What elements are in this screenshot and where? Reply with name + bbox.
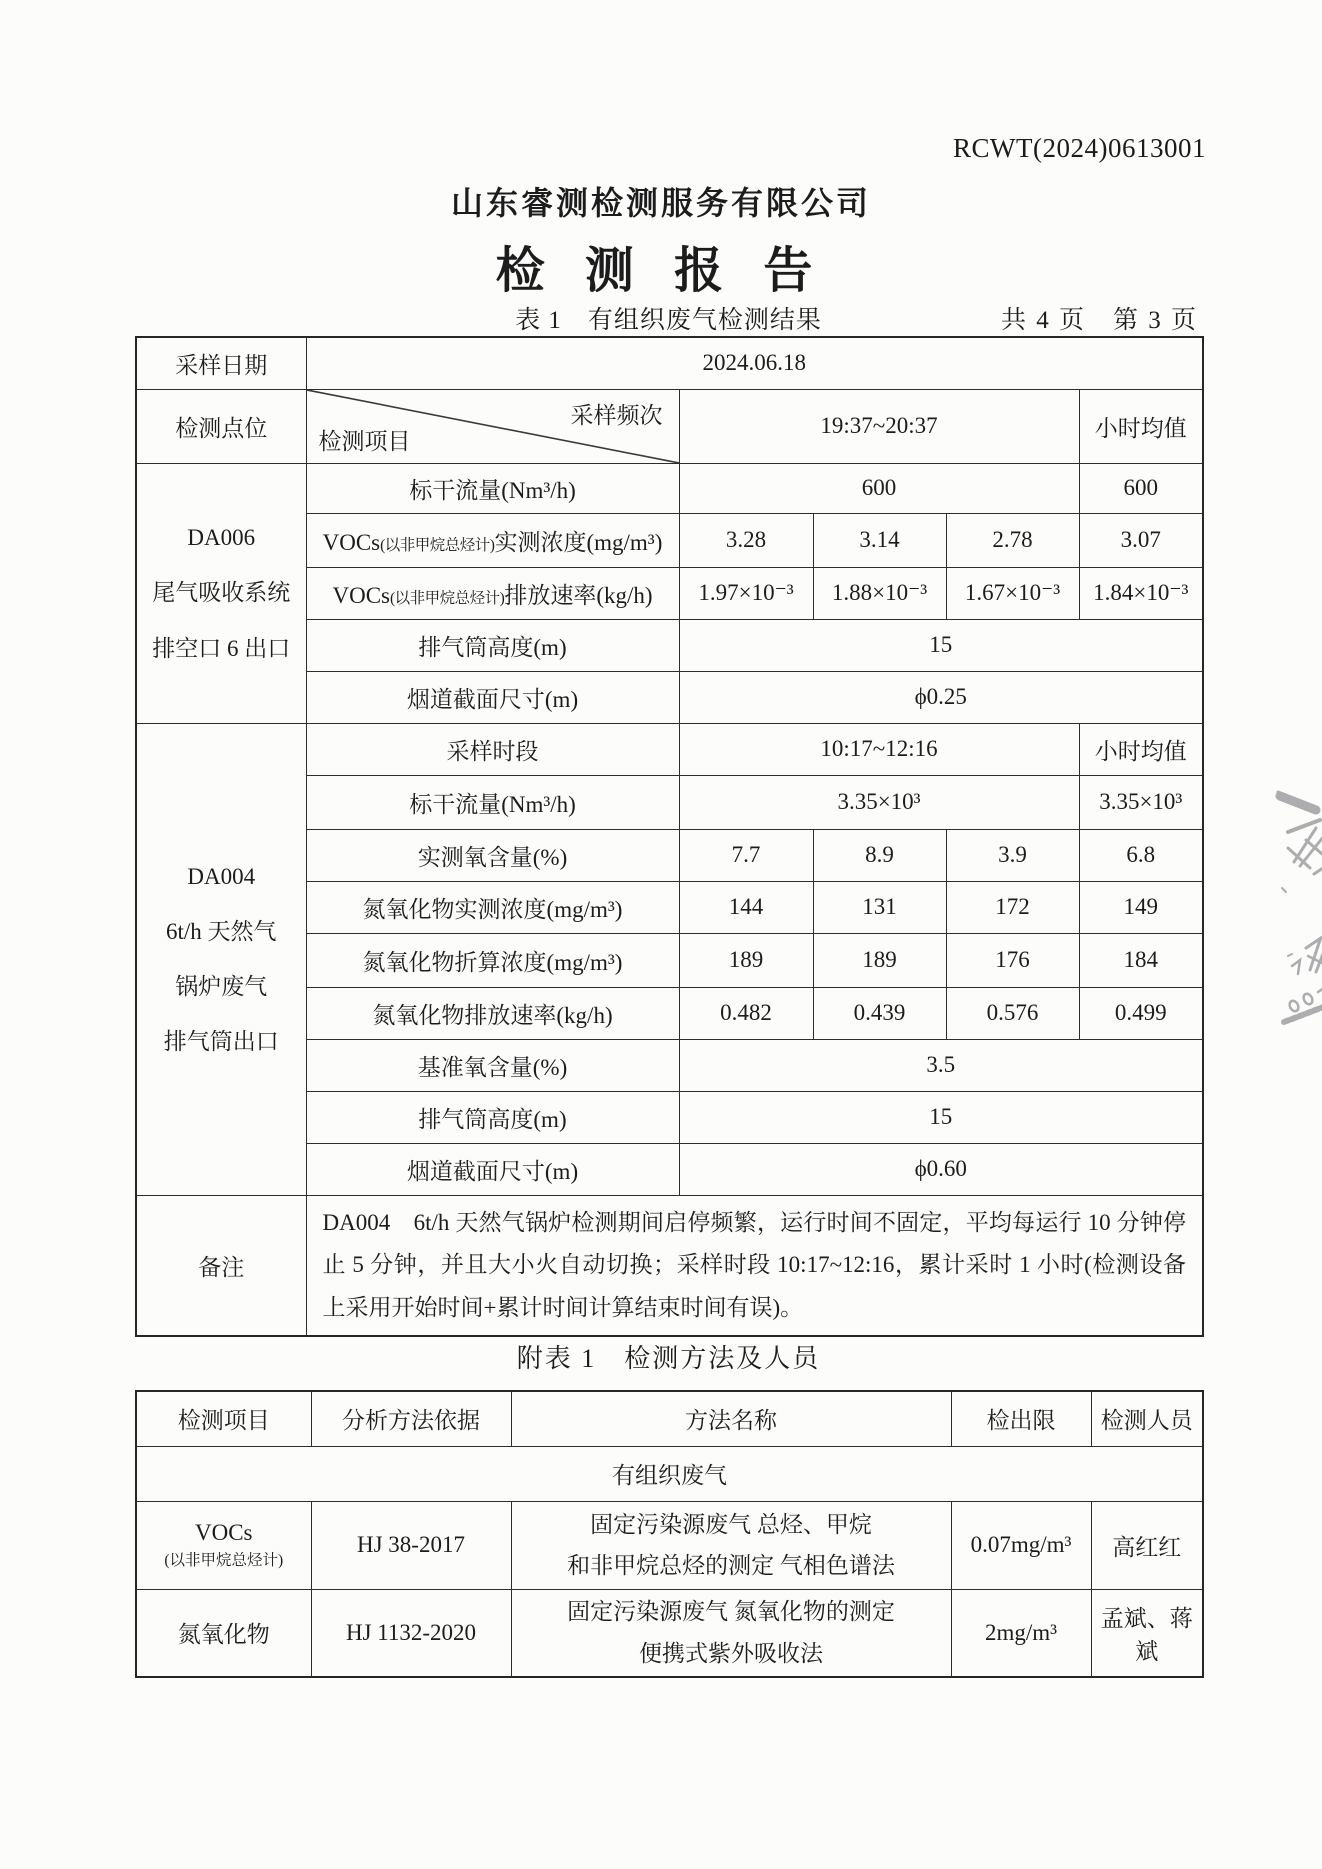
- da006-stack-height-value: 15: [679, 619, 1203, 671]
- o2-v1: 7.7: [679, 829, 813, 881]
- nox-basis: HJ 1132-2020: [311, 1589, 511, 1677]
- voc-item: [136, 1501, 311, 1589]
- da004-duct-value: ϕ0.60: [679, 1143, 1203, 1195]
- voc-conc-v2: 3.14: [813, 513, 946, 567]
- methods-header-row: [136, 1391, 1203, 1446]
- remark-label: 备注: [136, 1195, 306, 1336]
- point-da006-line2: 尾气吸收系统: [152, 580, 291, 606]
- header-person: 检测人员: [1091, 1391, 1203, 1446]
- row-method-nox: [136, 1589, 1203, 1677]
- point-da004-line4: 排气筒出口: [163, 1029, 279, 1055]
- da004-flow-value: 3.35×10³: [679, 775, 1079, 829]
- header-basis: 分析方法依据: [311, 1391, 511, 1446]
- row-da004-period: [136, 723, 1203, 775]
- nox-conv-label: 氮氧化物折算浓度(mg/m³): [306, 933, 679, 987]
- hourly-average-header-2: 小时均值: [1079, 723, 1203, 775]
- methods-table: [135, 1390, 1204, 1678]
- diagonal-header-cell: [306, 389, 679, 463]
- sampling-date-value: 2024.06.18: [306, 337, 1203, 389]
- da004-stack-height-value: 15: [679, 1091, 1203, 1143]
- nox-person: 孟斌、蒋斌: [1091, 1589, 1203, 1677]
- voc-rate-small: (以非甲烷总烃计): [389, 589, 505, 607]
- da006-duct-value: ϕ0.25: [679, 671, 1203, 723]
- row-remark: [136, 1195, 1203, 1336]
- sampling-date-label: 采样日期: [136, 337, 306, 389]
- nox-meas-label: 氮氧化物实测浓度(mg/m³): [306, 881, 679, 933]
- remark-text: DA004 6t/h 天然气锅炉检测期间启停频繁，运行时间不固定，平均每运行 10 分钟停止 5 分钟，并且大小火自动切换；采样时段 10:17~12:16，累计采时 1 小时(检测设备上采用开始时间+累计时间计算结束时间有误)。: [306, 1195, 1203, 1336]
- nox-limit: 2mg/m³: [951, 1589, 1091, 1677]
- voc-label-small: (以非甲烷总烃计): [380, 536, 495, 554]
- nox-conv-v1: 189: [679, 933, 813, 987]
- point-da006: [136, 463, 306, 723]
- point-da004-line2: 6t/h 天然气: [165, 918, 277, 944]
- voc-method-line1: 固定污染源废气 总烃、甲烷: [590, 1511, 872, 1537]
- company-name: 山东睿测检测服务有限公司: [450, 185, 871, 221]
- voc-rate-v3: 1.67×10⁻³: [946, 567, 1079, 619]
- voc-person: 高红红: [1091, 1501, 1203, 1589]
- page-count: 共 4 页 第 3 页: [1001, 300, 1198, 336]
- voc-label-prefix: VOCs: [322, 529, 381, 555]
- stamp-fragment-icon: [1258, 770, 1322, 1060]
- methods-table-title: 附表 1 检测方法及人员: [516, 1344, 821, 1373]
- da004-flow-label: 标干流量(Nm³/h): [306, 775, 679, 829]
- report-title: 检 测 报 告: [495, 243, 827, 298]
- da004-period-label: 采样时段: [306, 723, 679, 775]
- o2-label: 实测氧含量(%): [306, 829, 679, 881]
- voc-conc-v1: 3.28: [679, 513, 813, 567]
- voc-item-main: VOCs: [194, 1520, 253, 1545]
- voc-item-sub: (以非甲烷总烃计): [164, 1552, 284, 1569]
- nox-method: [511, 1589, 951, 1677]
- nox-conv-v3: 176: [946, 933, 1079, 987]
- point-da004-line3: 锅炉废气: [175, 974, 268, 999]
- voc-rate-label: [306, 567, 679, 619]
- voc-rate-suffix: 排放速率(kg/h): [504, 582, 653, 608]
- voc-method-line2: 和非甲烷总烃的测定 气相色谱法: [567, 1553, 895, 1578]
- diag-frequency-label: 采样频次: [570, 402, 663, 428]
- point-label: 检测点位: [136, 389, 306, 463]
- voc-limit: 0.07mg/m³: [951, 1501, 1091, 1589]
- header-limit: 检出限: [951, 1391, 1091, 1446]
- da006-flow-hourly: 600: [1079, 463, 1203, 513]
- hourly-average-header-1: 小时均值: [1079, 389, 1203, 463]
- point-da004: [136, 723, 306, 1195]
- da006-flow-value: 600: [679, 463, 1079, 513]
- emission-results-table: [135, 336, 1204, 1337]
- da004-flow-hourly: 3.35×10³: [1079, 775, 1203, 829]
- row-sampling-date: [136, 337, 1203, 389]
- nox-meas-v3: 172: [946, 881, 1079, 933]
- da004-duct-label: 烟道截面尺寸(m): [306, 1143, 679, 1195]
- nox-rate-label: 氮氧化物排放速率(kg/h): [306, 987, 679, 1039]
- voc-rate-prefix: VOCs: [332, 582, 390, 608]
- diag-item-label: 检测项目: [318, 428, 411, 454]
- voc-method: [511, 1501, 951, 1589]
- voc-rate-v2: 1.88×10⁻³: [813, 567, 946, 619]
- nox-conv-hourly: 184: [1079, 933, 1203, 987]
- da006-duct-label: 烟道截面尺寸(m): [306, 671, 679, 723]
- da004-period-value: 10:17~12:16: [679, 723, 1079, 775]
- voc-label-suffix: 实测浓度(mg/m³): [494, 529, 663, 555]
- ref-o2-label: 基准氧含量(%): [306, 1039, 679, 1091]
- row-method-voc: [136, 1501, 1203, 1589]
- nox-rate-hourly: 0.499: [1079, 987, 1203, 1039]
- ref-o2-value: 3.5: [679, 1039, 1203, 1091]
- o2-hourly: 6.8: [1079, 829, 1203, 881]
- nox-meas-hourly: 149: [1079, 881, 1203, 933]
- voc-basis: HJ 38-2017: [311, 1501, 511, 1589]
- o2-v2: 8.9: [813, 829, 946, 881]
- voc-rate-v1: 1.97×10⁻³: [679, 567, 813, 619]
- sampling-period-1: 19:37~20:37: [679, 389, 1079, 463]
- voc-rate-hourly: 1.84×10⁻³: [1079, 567, 1203, 619]
- point-da006-line3: 排空口 6 出口: [152, 635, 291, 661]
- table1-caption-row: [135, 300, 1202, 334]
- header-item: 检测项目: [136, 1391, 311, 1446]
- nox-rate-v1: 0.482: [679, 987, 813, 1039]
- da006-stack-height-label: 排气筒高度(m): [306, 619, 679, 671]
- nox-rate-v3: 0.576: [946, 987, 1079, 1039]
- row-table-header: [136, 389, 1203, 463]
- voc-conc-label: [306, 513, 679, 567]
- nox-meas-v2: 131: [813, 881, 946, 933]
- group-row: [136, 1446, 1203, 1501]
- da004-stack-height-label: 排气筒高度(m): [306, 1091, 679, 1143]
- voc-conc-v3: 2.78: [946, 513, 1079, 567]
- o2-v3: 3.9: [946, 829, 1079, 881]
- nox-method-line1: 固定污染源废气 氮氧化物的测定: [567, 1599, 895, 1625]
- table1-caption: 表 1 有组织废气检测结果: [515, 307, 822, 334]
- nox-meas-v1: 144: [679, 881, 813, 933]
- group-label: 有组织废气: [136, 1446, 1203, 1501]
- point-da006-line1: DA006: [187, 525, 256, 551]
- point-da004-line1: DA004: [187, 863, 256, 889]
- voc-conc-hourly: 3.07: [1079, 513, 1203, 567]
- nox-conv-v2: 189: [813, 933, 946, 987]
- header-method: 方法名称: [511, 1391, 951, 1446]
- nox-method-line2: 便携式紫外吸收法: [639, 1640, 823, 1666]
- nox-rate-v2: 0.439: [813, 987, 946, 1039]
- report-number: RCWT(2024)0613001: [953, 133, 1206, 163]
- nox-item: 氮氧化物: [136, 1589, 311, 1677]
- row-da006-flow: [136, 463, 1203, 513]
- da006-flow-label: 标干流量(Nm³/h): [306, 463, 679, 513]
